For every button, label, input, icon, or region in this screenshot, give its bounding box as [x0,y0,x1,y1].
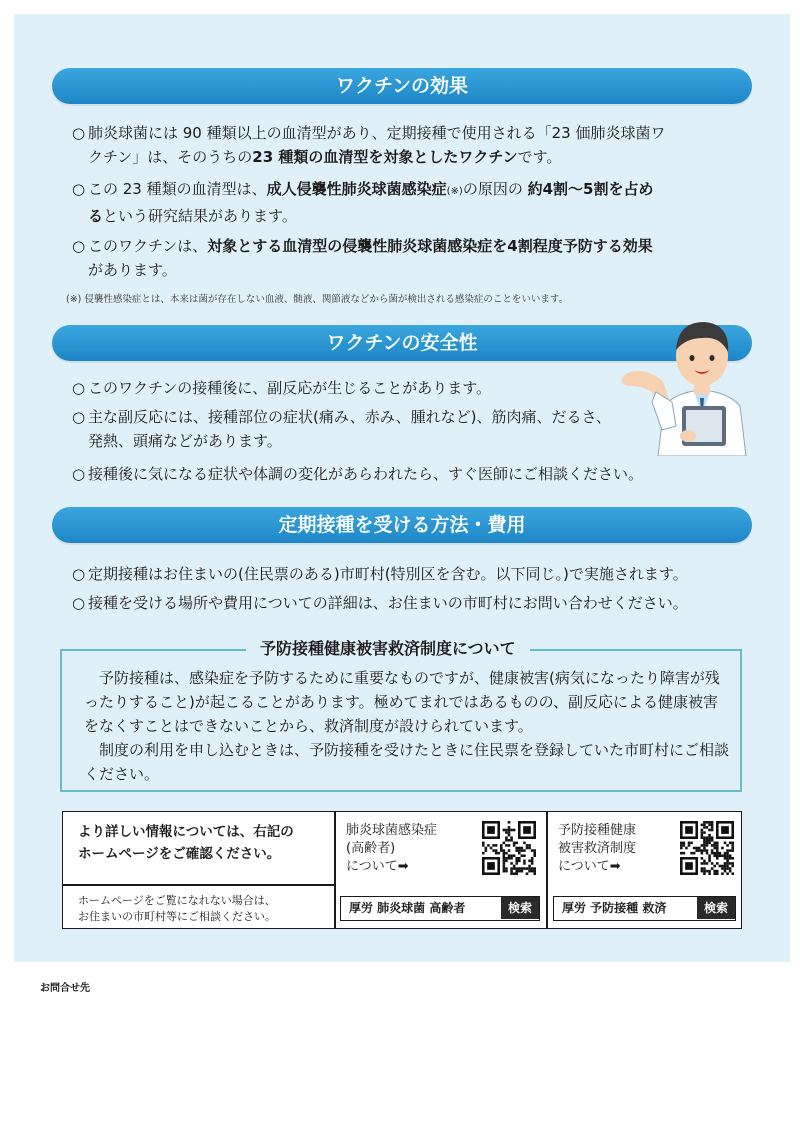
bullet-marker: ○ [72,180,86,198]
effect-item-2-note-mark: (※) [446,186,463,197]
effect-item-1-line2b: 23 種類の血清型を対象としたワクチン [252,148,518,166]
search-box-pneumococcal[interactable] [340,896,540,921]
safety-item-2 [72,405,632,453]
method-item-2-line1: 接種を受ける場所や費用についての詳細は、お住まいの市町村にお問い合わせください。 [88,594,688,612]
info-main-line1: より詳しい情報については、右記の [78,824,294,840]
info-sub-line1: ホームページをご覧になれない場合は、 [78,894,276,907]
effect-item-1-line1: 肺炎球菌には 90 種類以上の血清型があり、定期接種で使用される「23 価肺炎球菌ワ [88,124,666,142]
effect-item-2-line1a: この 23 種類の血清型は、 [88,180,267,198]
relief-para-2: 制度の利用を申し込むときは、予防接種を受けたときに住民票を登録していた市町村にご相談ください。 [84,741,730,783]
contact-label: お問合せ先 [40,983,90,994]
info-sub-text [78,893,276,925]
bullet-marker: ○ [72,594,86,612]
safety-item-2-line1: 主な副反応には、接種部位の症状(痛み、赤み、腫れなど)、筋肉痛、だるさ、 [88,408,611,426]
info-main-text [78,821,294,865]
effect-item-3-line1b: 対象とする血清型の侵襲性肺炎球菌感染症を4割程度予防する効果 [207,237,653,255]
link-pneumococcal-label[interactable] [346,822,437,876]
method-item-1 [72,562,772,586]
safety-item-1-line1: このワクチンの接種後に、副反応が生じることがあります。 [88,379,492,397]
divider [62,884,334,886]
relief-system-title: 予防接種健康被害救済制度について [246,636,530,662]
effect-item-2-line1d: の原因の [462,180,528,198]
search-button[interactable]: 検索 [501,897,539,919]
effect-item-3-line1a: このワクチンは、 [88,237,208,255]
search-box-relief[interactable] [553,896,736,921]
link2-line3: について➡ [558,859,621,874]
effect-item-2-line2a: る [88,207,104,225]
search-keywords: 厚労 肺炎球菌 高齢者 [349,901,466,915]
bullet-marker: ○ [72,379,86,397]
effect-item-1-line2a: クチン」は、そのうちの [88,148,253,166]
safety-item-2-line2: 発熱、頭痛などがあります。 [88,432,282,450]
method-item-1-line1: 定期接種はお住まいの(住民票のある)市町村(特別区を含む。以下同じ。)で実施されます。 [88,565,688,583]
effect-item-1-line2c: です。 [517,148,562,166]
effect-item-2-line1e: 約4割～5割を占め [527,180,654,198]
bullet-marker: ○ [72,408,86,426]
section-banner-method: 定期接種を受ける方法・費用 [52,507,752,543]
footnote: (※) 侵襲性感染症とは、本来は菌が存在しない血液、髄液、関節液などから菌が検出される感染症のことをいいます。 [66,294,569,305]
link1-line1: 肺炎球菌感染症 [346,823,438,838]
effect-item-3 [72,234,762,282]
effect-item-2 [72,177,762,228]
method-item-2 [72,591,772,615]
link-relief-label[interactable] [558,822,636,876]
effect-item-3-line2: があります。 [88,261,177,279]
relief-system-text [84,666,730,786]
section-banner-safety: ワクチンの安全性 [52,325,752,361]
link2-line1: 予防接種健康 [558,823,637,838]
qr-code-icon[interactable] [680,821,734,875]
info-main-line2: ホームページをご確認ください。 [78,846,281,862]
bullet-marker: ○ [72,565,86,583]
effect-item-1 [72,121,762,169]
link2-line2: 被害救済制度 [558,841,637,856]
relief-para-1: 予防接種は、感染症を予防するために重要なものですが、健康被害(病気になったり障害が残ったりすること)が起こることがあります。極めてまれではあるものの、副反応による健康被害をなくすことはできないことから、救済制度が設けられています。 [84,669,720,735]
bullet-marker: ○ [72,237,86,255]
divider [334,811,336,929]
qr-code-icon[interactable] [482,821,536,875]
effect-item-2-line2b: という研究結果があります。 [103,207,297,225]
bullet-marker: ○ [72,465,86,483]
search-button[interactable]: 検索 [697,897,735,919]
safety-item-3 [72,462,762,486]
safety-item-3-line1: 接種後に気になる症状や体調の変化があらわれたら、すぐ医師にご相談ください。 [88,465,644,483]
safety-item-1 [72,376,632,400]
link1-line3: について➡ [346,859,409,874]
link1-line2: (高齢者) [346,841,396,856]
effect-item-2-line1b: 成人侵襲性肺炎球菌感染症 [266,180,447,198]
bullet-marker: ○ [72,124,86,142]
divider [546,811,548,929]
doctor-illustration [616,306,764,456]
info-sub-line2: お住まいの市町村等にご相談ください。 [78,910,276,923]
search-keywords: 厚労 予防接種 救済 [562,901,667,915]
section-banner-effect: ワクチンの効果 [52,68,752,104]
